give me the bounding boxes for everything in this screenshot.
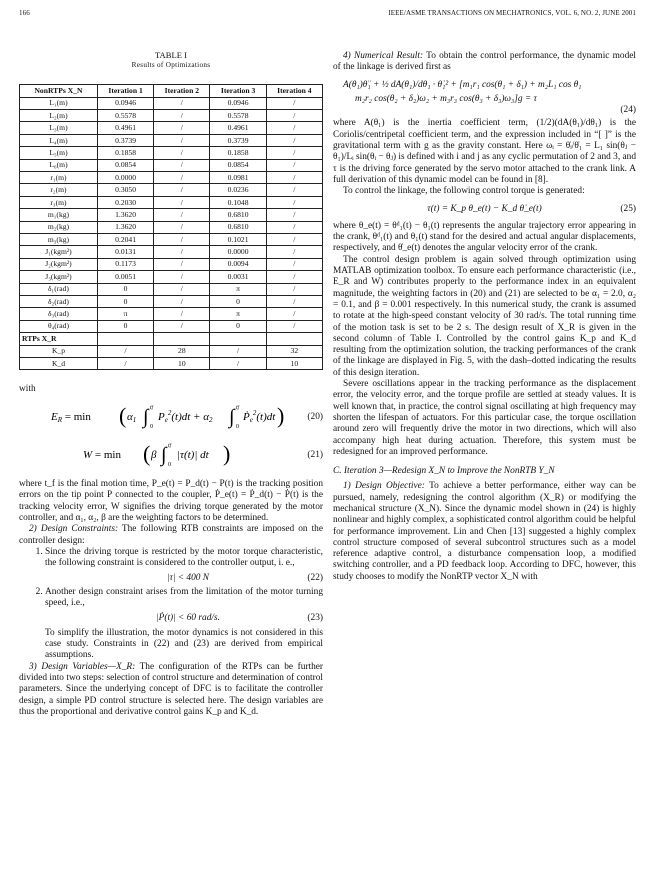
table-cell: 0.0236 xyxy=(210,184,266,196)
table-row-label: m₃(kg) xyxy=(20,233,98,245)
table-cell: / xyxy=(154,147,210,159)
table-cell: / xyxy=(154,196,210,208)
table-row xyxy=(20,147,323,159)
design-constraints-heading: 2) Design Constraints: xyxy=(29,524,119,535)
table-section-label: RTPs X_R xyxy=(20,333,98,345)
svg-text:0: 0 xyxy=(150,423,153,430)
table-row xyxy=(20,308,323,320)
table-row xyxy=(20,283,323,295)
table-cell: 0.1021 xyxy=(210,233,266,245)
table-cell: 0.1858 xyxy=(210,147,266,159)
svg-text:tf: tf xyxy=(236,404,240,411)
table-row xyxy=(20,246,323,258)
table-cell: / xyxy=(154,271,210,283)
table-row xyxy=(20,271,323,283)
svg-text:|τ(t)| dt: |τ(t)| dt xyxy=(177,448,209,461)
table-cell: / xyxy=(154,295,210,307)
table-cell: 0.2041 xyxy=(97,233,153,245)
table-row xyxy=(20,258,323,270)
paragraph-where: where A(θ₁) is the inertia coefficient term, (1/2)(dA(θ₁)/dθ₁) is the Coriolis/centripetal coefficient term, and the expression included in “[ ]” is the gravitational term with g as the gravity constant. Here ωᵢ = θ̇ᵢ/θ̇₁ = L₁ sin(θⱼ − θ₁)/Lᵢ sin(θᵢ − θⱼ) is defined with i and j as any cyclic permutation of 2 and 3, and τ is the driving force generated by the servo motor attached to the crank link. A full derivation of this dynamic model can be found in [8]. xyxy=(333,118,636,185)
svg-text:∫: ∫ xyxy=(143,405,149,428)
paragraph-theta: where θ_e(t) = θᵈ₁(t) − θ₁(t) represents the angular trajectory error appearing in the crank, θᵈ₁(t) and θ₁(t) stand for the desired and actual angular displacements, respectively, and θ̇_e(t) denotes the angular velocity error of the crank. xyxy=(333,220,636,254)
table-body xyxy=(20,97,323,370)
design-constraints-text: The following RTB constraints are imposed on the controller design: xyxy=(19,524,323,546)
svg-text:(: ( xyxy=(119,402,127,428)
table-cell: / xyxy=(154,159,210,171)
table-cell-empty xyxy=(154,333,210,345)
constraint-item-2: 2. Another design constraint arises from the limitation of the motor turning speed, i.e., |Ṗ(t)| < 60 rad/s. (23) To simplify the illustration, the motor dynamics is not considered in this case study. Constraints in (22) and (23) are derived from empirical assumptions. xyxy=(45,587,323,662)
svg-text:Pe2(t)dt + α2: $Pe^2(t)dt + \alpha 2$ xyxy=(158,408,213,424)
table-cell: / xyxy=(210,345,266,357)
svg-text:α1: α1 xyxy=(127,410,137,424)
paragraph-simplify: To simplify the illustration, the motor dynamics is not considered in this case study. Constraints in (22) and (23) are derived from empirical assumptions. xyxy=(45,627,323,661)
svg-text:∫: ∫ xyxy=(229,405,235,428)
table-row-label: J₂(kgm²) xyxy=(20,258,98,270)
results-table xyxy=(19,84,323,370)
table-cell: / xyxy=(266,172,322,184)
table-section-row xyxy=(20,333,323,345)
table-row xyxy=(20,357,323,369)
table-row-label: θ₄(rad) xyxy=(20,320,98,332)
table-cell: 0.0051 xyxy=(97,271,153,283)
table-row-label: r₃(m) xyxy=(20,196,98,208)
table-cell: 0.0000 xyxy=(97,172,153,184)
table-cell: / xyxy=(266,221,322,233)
table-column-header: NonRTPs X_N xyxy=(20,85,98,97)
table-cell: 0.2030 xyxy=(97,196,153,208)
table-row xyxy=(20,97,323,109)
svg-text:β: β xyxy=(151,448,157,461)
table-cell: / xyxy=(266,110,322,122)
svg-text:): ) xyxy=(223,440,231,466)
svg-text:W = min: W = min xyxy=(83,448,121,461)
table-row-label: K_p xyxy=(20,345,98,357)
table-cell: / xyxy=(154,97,210,109)
table-cell-empty xyxy=(266,333,322,345)
table-row-label: L₃(m) xyxy=(20,122,98,134)
numerical-result-text: To obtain the control performance, the dynamic model of the linkage is derived first as xyxy=(333,51,637,73)
table-cell: 0 xyxy=(97,320,153,332)
table-cell: 0.6810 xyxy=(210,209,266,221)
table-row xyxy=(20,159,323,171)
table-cell: 28 xyxy=(154,345,210,357)
table-cell: / xyxy=(154,122,210,134)
table-cell: 32 xyxy=(266,345,322,357)
table-cell: / xyxy=(266,271,322,283)
table-row-label: δ₃(rad) xyxy=(20,308,98,320)
table-row-label: m₂(kg) xyxy=(20,221,98,233)
table-cell: π xyxy=(210,308,266,320)
equation-20-number: (20) xyxy=(307,412,323,423)
equation-21 xyxy=(19,439,323,473)
table-row-label: L₁(m) xyxy=(20,97,98,109)
table-cell: / xyxy=(154,172,210,184)
table-cell: 0 xyxy=(97,295,153,307)
table-row-label: L₂(m) xyxy=(20,110,98,122)
table-cell: 0.0854 xyxy=(97,159,153,171)
equation-20 xyxy=(19,401,323,435)
table-column-header: Iteration 2 xyxy=(154,85,210,97)
table-cell: / xyxy=(266,184,322,196)
table-cell: / xyxy=(266,258,322,270)
table-cell: / xyxy=(154,134,210,146)
equation-21-number: (21) xyxy=(307,450,323,461)
table-column-header: Iteration 4 xyxy=(266,85,322,97)
table-row xyxy=(20,320,323,332)
table-cell: 0.3739 xyxy=(210,134,266,146)
table-cell: / xyxy=(266,283,322,295)
table-cell: / xyxy=(97,345,153,357)
table-row-label: J₃(kgm²) xyxy=(20,271,98,283)
table-subtitle: Results of Optimizations xyxy=(131,61,211,69)
table-cell: / xyxy=(266,308,322,320)
design-objective-heading: 1) Design Objective: xyxy=(343,481,425,492)
table-cell: 10 xyxy=(266,357,322,369)
running-title: IEEE/ASME TRANSACTIONS ON MECHATRONICS, VOL. 6, NO. 2, JUNE 2001 xyxy=(388,9,636,17)
table-cell: / xyxy=(266,196,322,208)
table-row xyxy=(20,196,323,208)
svg-text:tf: tf xyxy=(150,404,154,411)
table-row xyxy=(20,233,323,245)
svg-text:ER = min: ER = min xyxy=(51,410,91,424)
table-row-label: δ₂(rad) xyxy=(20,295,98,307)
table-cell: 0.0946 xyxy=(97,97,153,109)
table-cell: / xyxy=(154,221,210,233)
constraint-list xyxy=(19,547,323,662)
table-row xyxy=(20,345,323,357)
svg-text:tf: tf xyxy=(168,442,172,449)
design-objective-text: To achieve a better performance, either way can be pursued, namely, redesigning the control algorithm (X_R) or modifying the mechanical structure (X_N). Since the dynamic model shown in (24) is highly nonlinear and highly complex, a sophisticated control algorithm could be helpful for performance improvement. Lin and Chen [13] suggested a highly complex control structure composed of several subcontrol structures such as a model reference adaptive control, a disturbance compensation loop, a modified switching controller, and a PD feedback loop. According to DFC, however, this study chooses to modify the NonRTP vector X_N with xyxy=(333,481,636,582)
numerical-result-heading: 4) Numerical Result: xyxy=(343,51,424,61)
table-row-label: r₁(m) xyxy=(20,172,98,184)
table-row-label: L₆(m) xyxy=(20,159,98,171)
table-cell: 1.3620 xyxy=(97,209,153,221)
table-row xyxy=(20,122,323,134)
table-row xyxy=(20,110,323,122)
table-cell: / xyxy=(266,159,322,171)
table-cell: / xyxy=(266,134,322,146)
table-cell: 0.5578 xyxy=(97,110,153,122)
table-cell: 0.6810 xyxy=(210,221,266,233)
table-cell: 10 xyxy=(154,357,210,369)
table-cell: 0 xyxy=(97,283,153,295)
equation-24-line-1: A(θ₁)θ̈₁ + ½ dA(θ₁)/dθ₁ · θ̇₁² + [m₁r₁ cos(θ₁ + δ₁) + m₂L₁ cos θ₁ xyxy=(343,79,582,90)
table-cell: / xyxy=(154,246,210,258)
equation-22: |τ| < 400 N (22) xyxy=(166,572,323,583)
svg-text:(: ( xyxy=(143,440,151,466)
table-cell: / xyxy=(266,97,322,109)
table-cell: / xyxy=(154,209,210,221)
table-caption: TABLE I xyxy=(154,50,187,60)
table-row xyxy=(20,209,323,221)
table-cell: / xyxy=(154,258,210,270)
with-text: with xyxy=(19,384,36,395)
table-cell: 0.0946 xyxy=(210,97,266,109)
svg-text:∫: ∫ xyxy=(161,443,167,466)
table-cell: / xyxy=(266,246,322,258)
design-variables-heading: 3) Design Variables—X_R: xyxy=(29,661,136,672)
equation-23: |Ṗ(t)| < 60 rad/s. (23) xyxy=(156,613,323,624)
table-cell: 0 xyxy=(210,320,266,332)
section-c-heading: C. Iteration 3—Redesign X_N to Improve the NonRTB Y_N xyxy=(333,466,555,477)
table-cell: 0.0000 xyxy=(210,246,266,258)
table-cell: 0.0031 xyxy=(210,271,266,283)
table-row-label: K_d xyxy=(20,357,98,369)
table-cell: 0 xyxy=(210,295,266,307)
table-cell: / xyxy=(266,295,322,307)
paragraph-tf: where t_f is the final motion time, P_e(t) = P_d(t) − P(t) is the tracking position errors on the tip point P connected to the coupler, Ṗ_e(t) = Ṗ_d(t) − Ṗ(t) is the tracking velocity error, W signifies the driving torque generated by the motor controller, and α₁, α₂, β are the weighting factors to be determined. xyxy=(19,479,323,524)
constraint-item-1: 1. Since the driving torque is restricted by the motor torque characteristic, the following constraint is considered to the controller output, i. e., |τ| < 400 N (22) xyxy=(45,547,323,584)
table-cell: / xyxy=(154,184,210,196)
table-row-label: J₁(kgm²) xyxy=(20,246,98,258)
equation-24-line-2: m₂r₂ cos(θ₂ + δ₂)ω₂ + m₃r₃ cos(θ₃ + δ₃)ω₃]g = τ xyxy=(355,93,537,104)
table-row xyxy=(20,184,323,196)
table-cell: / xyxy=(154,233,210,245)
table-cell: 0.1858 xyxy=(97,147,153,159)
table-cell: 0.1048 xyxy=(210,196,266,208)
svg-text:0: 0 xyxy=(236,423,239,430)
table-column-header: Iteration 1 xyxy=(97,85,153,97)
table-cell: 1.3620 xyxy=(97,221,153,233)
paragraph-design: The control design problem is again solved through optimization using MATLAB optimization toolbox. To ensure each performance characteristic (i.e., E_R and W) contributes properly to the performance index in an equivalent magnitude, the weighting factors in (20) and (21) are selected to be α₁ = 2.0, α₂ = 0.1, and β = 0.001 respectively. In this numerical study, the crank is assumed to rotate at the high-speed constant velocity of 30 rad/s. The total running time of the motion task is set to be 2 s. The design result of X_R is given in the second column of Table I. Controlled by the control gains K_p and K_d resulting from the optimization solution, the tracking performances of the crank of the linkage are displayed in Fig. 5, with the dash–dotted indicating the results of this design iteration. xyxy=(333,254,636,378)
table-cell: / xyxy=(210,357,266,369)
table-row-label: L₄(m) xyxy=(20,134,98,146)
paragraph-control: To control the linkage, the following control torque is generated: xyxy=(343,186,585,197)
svg-text:0: 0 xyxy=(168,461,171,468)
table-cell: / xyxy=(266,147,322,159)
paragraph-severe: Severe oscillations appear in the tracking performance as the displacement error, the velocity error, and the torque profile are settled at steady values. It is well known that, in practice, the control signal oscillating at high frequency may shorten the lifespan of actuators. For this particular case, the torque oscillation around zero will frequently drive the motor in two directions, which will also accompany high heat during actuation. Therefore, this system must be redesigned for an improved performance. xyxy=(333,379,636,457)
left-column xyxy=(19,48,323,718)
table-column-header: Iteration 3 xyxy=(210,85,266,97)
table-cell: / xyxy=(97,357,153,369)
table-cell: 0.3050 xyxy=(97,184,153,196)
table-row-label: δ₁(rad) xyxy=(20,283,98,295)
table-cell: / xyxy=(154,283,210,295)
table-row-label: r₂(m) xyxy=(20,184,98,196)
right-column xyxy=(333,51,636,583)
table-cell: 0.0981 xyxy=(210,172,266,184)
table-cell: / xyxy=(154,308,210,320)
design-variables-text: The configuration of the RTPs can be further divided into two steps: selection of control structure and determination of control parameters. Since the underlying concept of DFC is to facilitate the controller design, a simple PD control structure is selected here. The design variables are thus the proportional and derivative control gains K_p and K_d. xyxy=(19,661,323,717)
table-cell: 0.0131 xyxy=(97,246,153,258)
table-cell-empty xyxy=(97,333,153,345)
page-number: 166 xyxy=(19,9,30,17)
table-row xyxy=(20,134,323,146)
table-cell: 0.5578 xyxy=(210,110,266,122)
equation-20-render xyxy=(33,401,283,431)
table-cell: 0.4961 xyxy=(97,122,153,134)
table-cell: π xyxy=(97,308,153,320)
table-cell: π xyxy=(210,283,266,295)
table-cell: / xyxy=(266,122,322,134)
table-cell: / xyxy=(266,209,322,221)
table-cell: / xyxy=(266,320,322,332)
table-cell-empty xyxy=(210,333,266,345)
equation-25: τ(t) = K_p θ_e(t) − K_d θ̇_e(t) (25) xyxy=(427,203,636,214)
equation-24-number: (24) xyxy=(620,105,636,116)
table-header-row xyxy=(20,85,323,97)
table-row-label: m₁(kg) xyxy=(20,209,98,221)
table-cell: / xyxy=(266,233,322,245)
table-cell: 0.3739 xyxy=(97,134,153,146)
table-cell: 0.4961 xyxy=(210,122,266,134)
svg-text:Ṗe2(t)dt: Ṗe$^2$(t)dt xyxy=(243,408,276,424)
table-cell: 0.0854 xyxy=(210,159,266,171)
equation-21-render xyxy=(53,439,263,469)
table-row xyxy=(20,172,323,184)
svg-text:): ) xyxy=(277,402,285,428)
table-row xyxy=(20,221,323,233)
table-cell: 0.0094 xyxy=(210,258,266,270)
table-cell: / xyxy=(154,110,210,122)
table-row-label: L₅(m) xyxy=(20,147,98,159)
table-cell: 0.1173 xyxy=(97,258,153,270)
table-cell: / xyxy=(154,320,210,332)
table-row xyxy=(20,295,323,307)
